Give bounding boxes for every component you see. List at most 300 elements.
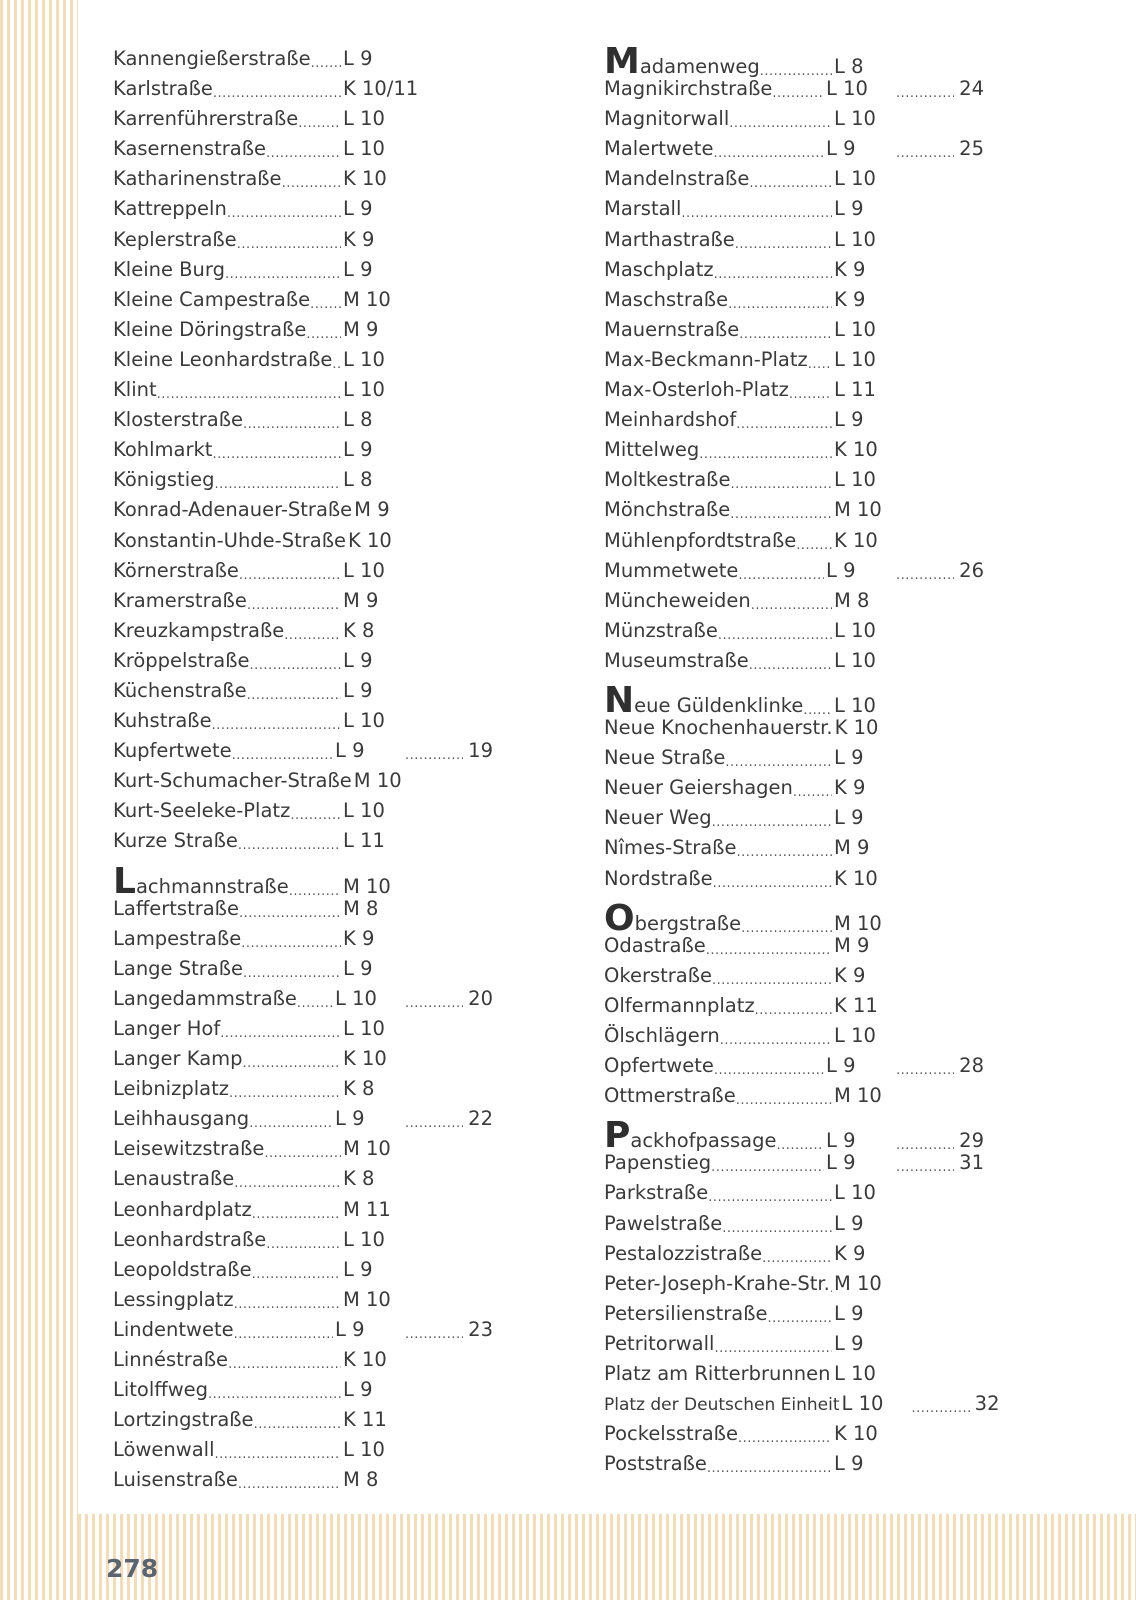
street-name [604, 315, 739, 345]
index-entry [113, 1225, 413, 1255]
index-entry [113, 104, 413, 134]
index-entry [113, 676, 413, 706]
street-name-text: Kleine Döringstraße [113, 317, 307, 341]
street-name [113, 375, 157, 405]
dot-leader [735, 230, 832, 253]
dot-leader [405, 1320, 463, 1343]
page-reference: 20 [468, 986, 493, 1010]
dot-leader [896, 139, 954, 162]
map-grid-reference: K 11 [343, 1408, 387, 1432]
street-name-text: Königstieg [113, 468, 215, 492]
dot-leader [157, 380, 341, 403]
street-name-text: Lange Straße [113, 956, 244, 980]
street-name-text: Luisenstraße [113, 1468, 238, 1492]
street-name [604, 194, 681, 224]
street-name-text: Leonhardstraße [113, 1227, 267, 1251]
street-name-text: Mühlenpfordtstraße [604, 528, 797, 552]
dot-leader [713, 139, 824, 162]
street-name [604, 1449, 707, 1479]
dot-leader [239, 561, 341, 584]
map-grid-reference: M 10 [834, 1084, 882, 1108]
map-grid-reference: M 10 [834, 911, 882, 935]
street-name-text: Parkstraße [604, 1181, 709, 1205]
street-name-text: Ottmerstraße [604, 1084, 736, 1108]
index-entry [113, 1074, 413, 1104]
map-grid-reference: L 9 [343, 257, 373, 281]
page-reference: 22 [468, 1107, 493, 1131]
street-name-text: Lessingplatz [113, 1287, 234, 1311]
map-grid-reference: L 9 [335, 1107, 365, 1131]
street-name [604, 255, 714, 285]
street-name [113, 345, 332, 375]
dot-leader [714, 1334, 832, 1357]
index-entry [604, 104, 904, 134]
dot-leader [215, 1440, 342, 1463]
street-name [113, 1405, 254, 1435]
street-name-text: Nîmes-Straße [604, 836, 737, 860]
street-name [113, 1074, 229, 1104]
street-name [113, 556, 239, 586]
street-name [113, 104, 298, 134]
dot-leader [896, 561, 954, 584]
dot-leader [289, 877, 341, 900]
street-name-text: Mauernstraße [604, 317, 740, 341]
street-name-text: Kannengießerstraße [113, 47, 311, 70]
dot-leader [730, 500, 832, 523]
street-name-text: Malertwete [604, 137, 714, 161]
dot-leader [290, 801, 341, 824]
map-grid-reference: L 9 [343, 438, 373, 462]
map-grid-reference: L 9 [343, 47, 373, 70]
index-entry [604, 225, 904, 255]
street-name [113, 134, 266, 164]
street-name-text: Langer Kamp [113, 1047, 243, 1071]
map-grid-reference: L 9 [834, 1301, 864, 1325]
street-name [604, 1390, 840, 1420]
street-name-text: Kramerstraße [113, 588, 247, 612]
index-entry [604, 1359, 904, 1389]
dot-leader [711, 1153, 824, 1176]
street-name-text: Mönchstraße [604, 498, 731, 522]
street-name [113, 526, 346, 556]
street-name [604, 773, 793, 803]
street-name-text: Neue Knochenhauerstr. [604, 716, 833, 740]
dot-leader [681, 199, 832, 222]
street-name-text: Leopoldstraße [113, 1257, 252, 1281]
index-entry [604, 897, 904, 939]
index-entry [604, 1115, 984, 1157]
index-entry [604, 646, 904, 676]
map-grid-reference: L 10 [841, 1392, 884, 1416]
street-name-text: Körnerstraße [113, 558, 239, 582]
index-entry [113, 255, 413, 285]
street-name-text: Kohlmarkt [113, 438, 213, 462]
map-grid-reference: M 9 [834, 836, 870, 860]
index-entry [113, 315, 413, 345]
index-entry [604, 586, 904, 616]
dot-leader [297, 989, 333, 1012]
street-name-text: Müncheweiden [604, 588, 751, 612]
page-number: 278 [106, 1554, 159, 1583]
index-column-left [113, 44, 493, 1503]
map-grid-reference: L 9 [826, 558, 856, 582]
section-initial: N [604, 679, 635, 721]
dot-leader [247, 681, 341, 704]
street-name [113, 736, 232, 766]
index-entry [113, 1195, 413, 1225]
map-grid-reference: L 9 [826, 1129, 856, 1153]
dot-leader [707, 1454, 832, 1477]
street-name-text: Kurt-Seeleke-Platz [113, 799, 291, 823]
dot-leader [728, 290, 832, 313]
index-entry [113, 526, 413, 556]
index-entry [113, 375, 413, 405]
letter-group [604, 41, 984, 676]
street-name-text: Marstall [604, 197, 682, 221]
dot-leader [266, 1230, 341, 1253]
street-name-text: Klosterstraße [113, 408, 244, 432]
street-name-text: Lindentwete [113, 1317, 234, 1341]
street-name [113, 706, 212, 736]
dot-leader [896, 1131, 954, 1154]
dot-leader [729, 109, 832, 132]
map-grid-reference: M 9 [343, 317, 379, 341]
index-entry [113, 435, 413, 465]
street-name [604, 526, 796, 556]
street-name-text: Papenstieg [604, 1151, 712, 1175]
map-grid-reference: K 10 [834, 1422, 878, 1446]
dot-leader [264, 1139, 341, 1162]
street-name-text: Konrad-Adenauer-Straße [113, 498, 353, 522]
map-grid-reference: K 9 [343, 227, 375, 251]
street-name [113, 1375, 208, 1405]
street-name [604, 1209, 722, 1239]
map-grid-reference: L 10 [834, 1362, 876, 1386]
index-entry [604, 1389, 1000, 1419]
dot-leader [713, 869, 832, 892]
map-grid-reference: L 10 [343, 799, 385, 823]
street-name [604, 961, 712, 991]
street-name-text: Leonhardplatz [113, 1197, 252, 1221]
map-grid-reference: K 9 [834, 1241, 866, 1265]
index-entry [113, 646, 413, 676]
index-entry [604, 134, 984, 164]
index-entry [604, 803, 904, 833]
dot-leader [896, 1153, 954, 1176]
page-reference: 26 [959, 558, 984, 582]
map-grid-reference: M 8 [834, 588, 870, 612]
dot-leader [238, 831, 341, 854]
map-grid-reference: K 10/11 [343, 77, 419, 101]
index-entry [604, 1051, 984, 1081]
dot-leader [762, 1244, 832, 1267]
dot-leader [282, 169, 341, 192]
street-name [604, 345, 808, 375]
index-entry [113, 134, 413, 164]
map-grid-reference: L 10 [343, 1227, 385, 1251]
index-entry [113, 1014, 413, 1044]
street-name [604, 1051, 714, 1081]
dot-leader [793, 778, 832, 801]
map-grid-reference: L 8 [834, 55, 864, 78]
street-name [604, 991, 755, 1021]
street-name-text: Linnéstraße [113, 1348, 229, 1372]
dot-leader [712, 808, 832, 831]
street-name [113, 766, 352, 796]
street-name [113, 164, 282, 194]
index-entry [113, 225, 413, 255]
dot-leader [706, 936, 832, 959]
index-entry [113, 586, 413, 616]
map-grid-reference: L 10 [335, 986, 377, 1010]
street-name-text: Kurt-Schumacher-Straße [113, 769, 352, 793]
street-name [604, 931, 706, 961]
dot-leader [227, 199, 341, 222]
street-name [113, 586, 247, 616]
map-grid-reference: K 9 [834, 257, 866, 281]
map-grid-reference: M 10 [343, 1287, 391, 1311]
dot-leader [830, 1274, 832, 1297]
index-entry [113, 194, 413, 224]
dot-leader [249, 1109, 333, 1132]
street-name-text: Leihhausgang [113, 1107, 250, 1131]
dot-leader [243, 410, 341, 433]
index-entry [604, 1449, 904, 1479]
index-entry [113, 736, 493, 766]
index-entry [604, 616, 904, 646]
index-entry [113, 894, 413, 924]
street-name-text: Marthastraße [604, 227, 735, 251]
street-name [113, 435, 212, 465]
section-initial: O [604, 897, 635, 939]
dot-leader [760, 57, 832, 80]
street-name [604, 465, 730, 495]
map-grid-reference: L 10 [343, 107, 385, 131]
map-grid-reference: L 9 [335, 1317, 365, 1341]
letter-group [113, 44, 493, 857]
street-name-text: Mandelnstraße [604, 167, 750, 191]
index-entry [113, 44, 413, 74]
index-entry [113, 405, 413, 435]
street-name [604, 1299, 768, 1329]
index-entry [113, 616, 413, 646]
map-grid-reference: M 10 [343, 874, 391, 898]
map-grid-reference: L 11 [343, 829, 385, 853]
dot-leader [243, 1049, 341, 1072]
dot-leader [896, 1056, 954, 1079]
decorative-stripes-left [0, 0, 78, 1600]
street-name-text: Kröppelstraße [113, 648, 250, 672]
dot-leader [239, 899, 341, 922]
street-name [604, 1359, 830, 1389]
map-grid-reference: M 8 [343, 896, 379, 920]
street-name [113, 616, 284, 646]
street-name-text: Kupfertwete [113, 739, 232, 763]
index-entry [604, 74, 984, 104]
street-name [604, 134, 713, 164]
dot-leader [243, 959, 341, 982]
letter-group [113, 860, 493, 1496]
dot-leader [298, 109, 341, 132]
dot-leader [405, 741, 463, 764]
index-entry [604, 1419, 904, 1449]
map-grid-reference: L 9 [826, 1151, 856, 1175]
street-name-text: Max-Osterloh-Platz [604, 378, 789, 402]
dot-leader [232, 741, 333, 764]
dot-leader [229, 1079, 341, 1102]
street-name [604, 405, 736, 435]
map-grid-reference: L 10 [834, 618, 876, 642]
page-reference: 25 [959, 137, 984, 161]
street-name [604, 104, 729, 134]
street-name-text: Moltkestraße [604, 468, 731, 492]
street-name [113, 495, 352, 525]
page-reference: 28 [959, 1054, 984, 1078]
street-name [113, 826, 238, 856]
index-entry [113, 706, 413, 736]
map-grid-reference: L 10 [343, 558, 385, 582]
index-entry [113, 1285, 413, 1315]
dot-leader [772, 79, 824, 102]
street-name-text: Magnitorwall [604, 107, 730, 131]
map-grid-reference: L 10 [343, 137, 385, 161]
dot-leader [896, 79, 954, 102]
dot-leader [796, 531, 832, 554]
map-grid-reference: K 10 [834, 716, 879, 740]
index-entry [604, 1239, 904, 1269]
street-name-text: Kleine Leonhardstraße [113, 347, 333, 371]
street-name-text: Kreuzkampstraße [113, 618, 285, 642]
index-entry [604, 743, 904, 773]
index-entry [113, 1164, 413, 1194]
map-grid-reference: L 9 [834, 1452, 864, 1476]
street-name-text: Mittelweg [604, 438, 700, 462]
street-name-text: Leisewitzstraße [113, 1137, 265, 1161]
street-name [113, 44, 311, 74]
map-grid-reference: M 10 [834, 498, 882, 522]
map-grid-reference: L 10 [343, 378, 385, 402]
dot-leader [712, 966, 832, 989]
street-name [604, 1081, 736, 1111]
street-name [113, 405, 243, 435]
map-grid-reference: L 10 [343, 1438, 385, 1462]
dot-leader [749, 169, 832, 192]
map-grid-reference: L 9 [834, 197, 864, 221]
street-name [604, 435, 699, 465]
index-entry [604, 285, 904, 315]
dot-leader [212, 711, 341, 734]
map-grid-reference: L 10 [834, 317, 876, 341]
street-name [113, 1225, 266, 1255]
dot-leader [718, 621, 832, 644]
street-name-text: Kleine Campestraße [113, 287, 311, 311]
street-name [604, 74, 772, 104]
index-entry [113, 1134, 413, 1164]
street-name-text: Langer Hof [113, 1017, 221, 1040]
index-entry [113, 826, 413, 856]
street-name [604, 616, 718, 646]
dot-leader [405, 989, 463, 1012]
index-entry [604, 194, 904, 224]
index-entry [113, 556, 413, 586]
street-name-text: Pestalozzistraße [604, 1241, 763, 1265]
dot-leader [776, 1131, 824, 1154]
street-name [113, 924, 241, 954]
street-name-text: Ölschlägern [604, 1024, 720, 1047]
street-name-text: Leibnizplatz [113, 1077, 229, 1101]
street-name-text: Kurze Straße [113, 829, 238, 853]
dot-leader [768, 1304, 832, 1327]
dot-leader [736, 838, 832, 861]
map-grid-reference: K 10 [343, 167, 387, 191]
map-grid-reference: M 9 [343, 588, 379, 612]
street-name-text: Keplerstraße [113, 227, 237, 251]
map-grid-reference: L 9 [834, 806, 864, 830]
index-entry [113, 924, 413, 954]
dot-leader [749, 651, 832, 674]
index-entry [604, 1178, 904, 1208]
map-grid-reference: K 8 [343, 1167, 375, 1191]
map-grid-reference: L 10 [834, 1024, 876, 1047]
map-grid-reference: L 9 [834, 1331, 864, 1355]
street-name [113, 1014, 220, 1044]
street-name [604, 586, 751, 616]
index-entry [604, 405, 904, 435]
street-name [604, 1329, 714, 1359]
dot-leader [741, 914, 832, 937]
map-grid-reference: K 10 [343, 1047, 387, 1071]
street-name-text: Mummetwete [604, 558, 739, 582]
street-name-text: Laffertstraße [113, 896, 239, 920]
dot-leader [254, 1410, 341, 1433]
letter-group [604, 679, 984, 894]
street-name [113, 315, 306, 345]
dot-leader [751, 591, 832, 614]
map-grid-reference: L 10 [343, 1017, 385, 1040]
map-grid-reference: L 9 [335, 739, 365, 763]
index-entry [604, 556, 984, 586]
index-entry [604, 679, 904, 721]
index-entry [604, 1148, 984, 1178]
street-name [113, 1044, 243, 1074]
street-name [113, 676, 247, 706]
street-name-text: Neuer Weg [604, 806, 712, 830]
street-name-text: bergstraße [634, 911, 742, 935]
street-name [604, 833, 736, 863]
street-name [113, 465, 215, 495]
street-name-text: Löwenwall [113, 1438, 215, 1462]
dot-leader [912, 1394, 970, 1417]
dot-leader [736, 1086, 832, 1109]
map-grid-reference: M 9 [834, 933, 870, 957]
index-entry [113, 1375, 413, 1405]
street-name-text: Kleine Burg [113, 257, 225, 281]
street-name-text: Lenaustraße [113, 1167, 235, 1191]
map-grid-reference: L 10 [834, 167, 876, 191]
index-entry [113, 1435, 413, 1465]
street-name-text: Maschplatz [604, 257, 714, 281]
map-grid-reference: L 9 [343, 197, 373, 221]
street-name-text: Langedammstraße [113, 986, 297, 1010]
index-entry [113, 465, 413, 495]
index-entry [604, 255, 904, 285]
street-name [113, 225, 237, 255]
index-entry [604, 1299, 904, 1329]
page-reference: 31 [959, 1151, 984, 1175]
street-name [113, 1465, 238, 1495]
section-initial: L [113, 860, 136, 902]
map-grid-reference: M 10 [343, 287, 391, 311]
